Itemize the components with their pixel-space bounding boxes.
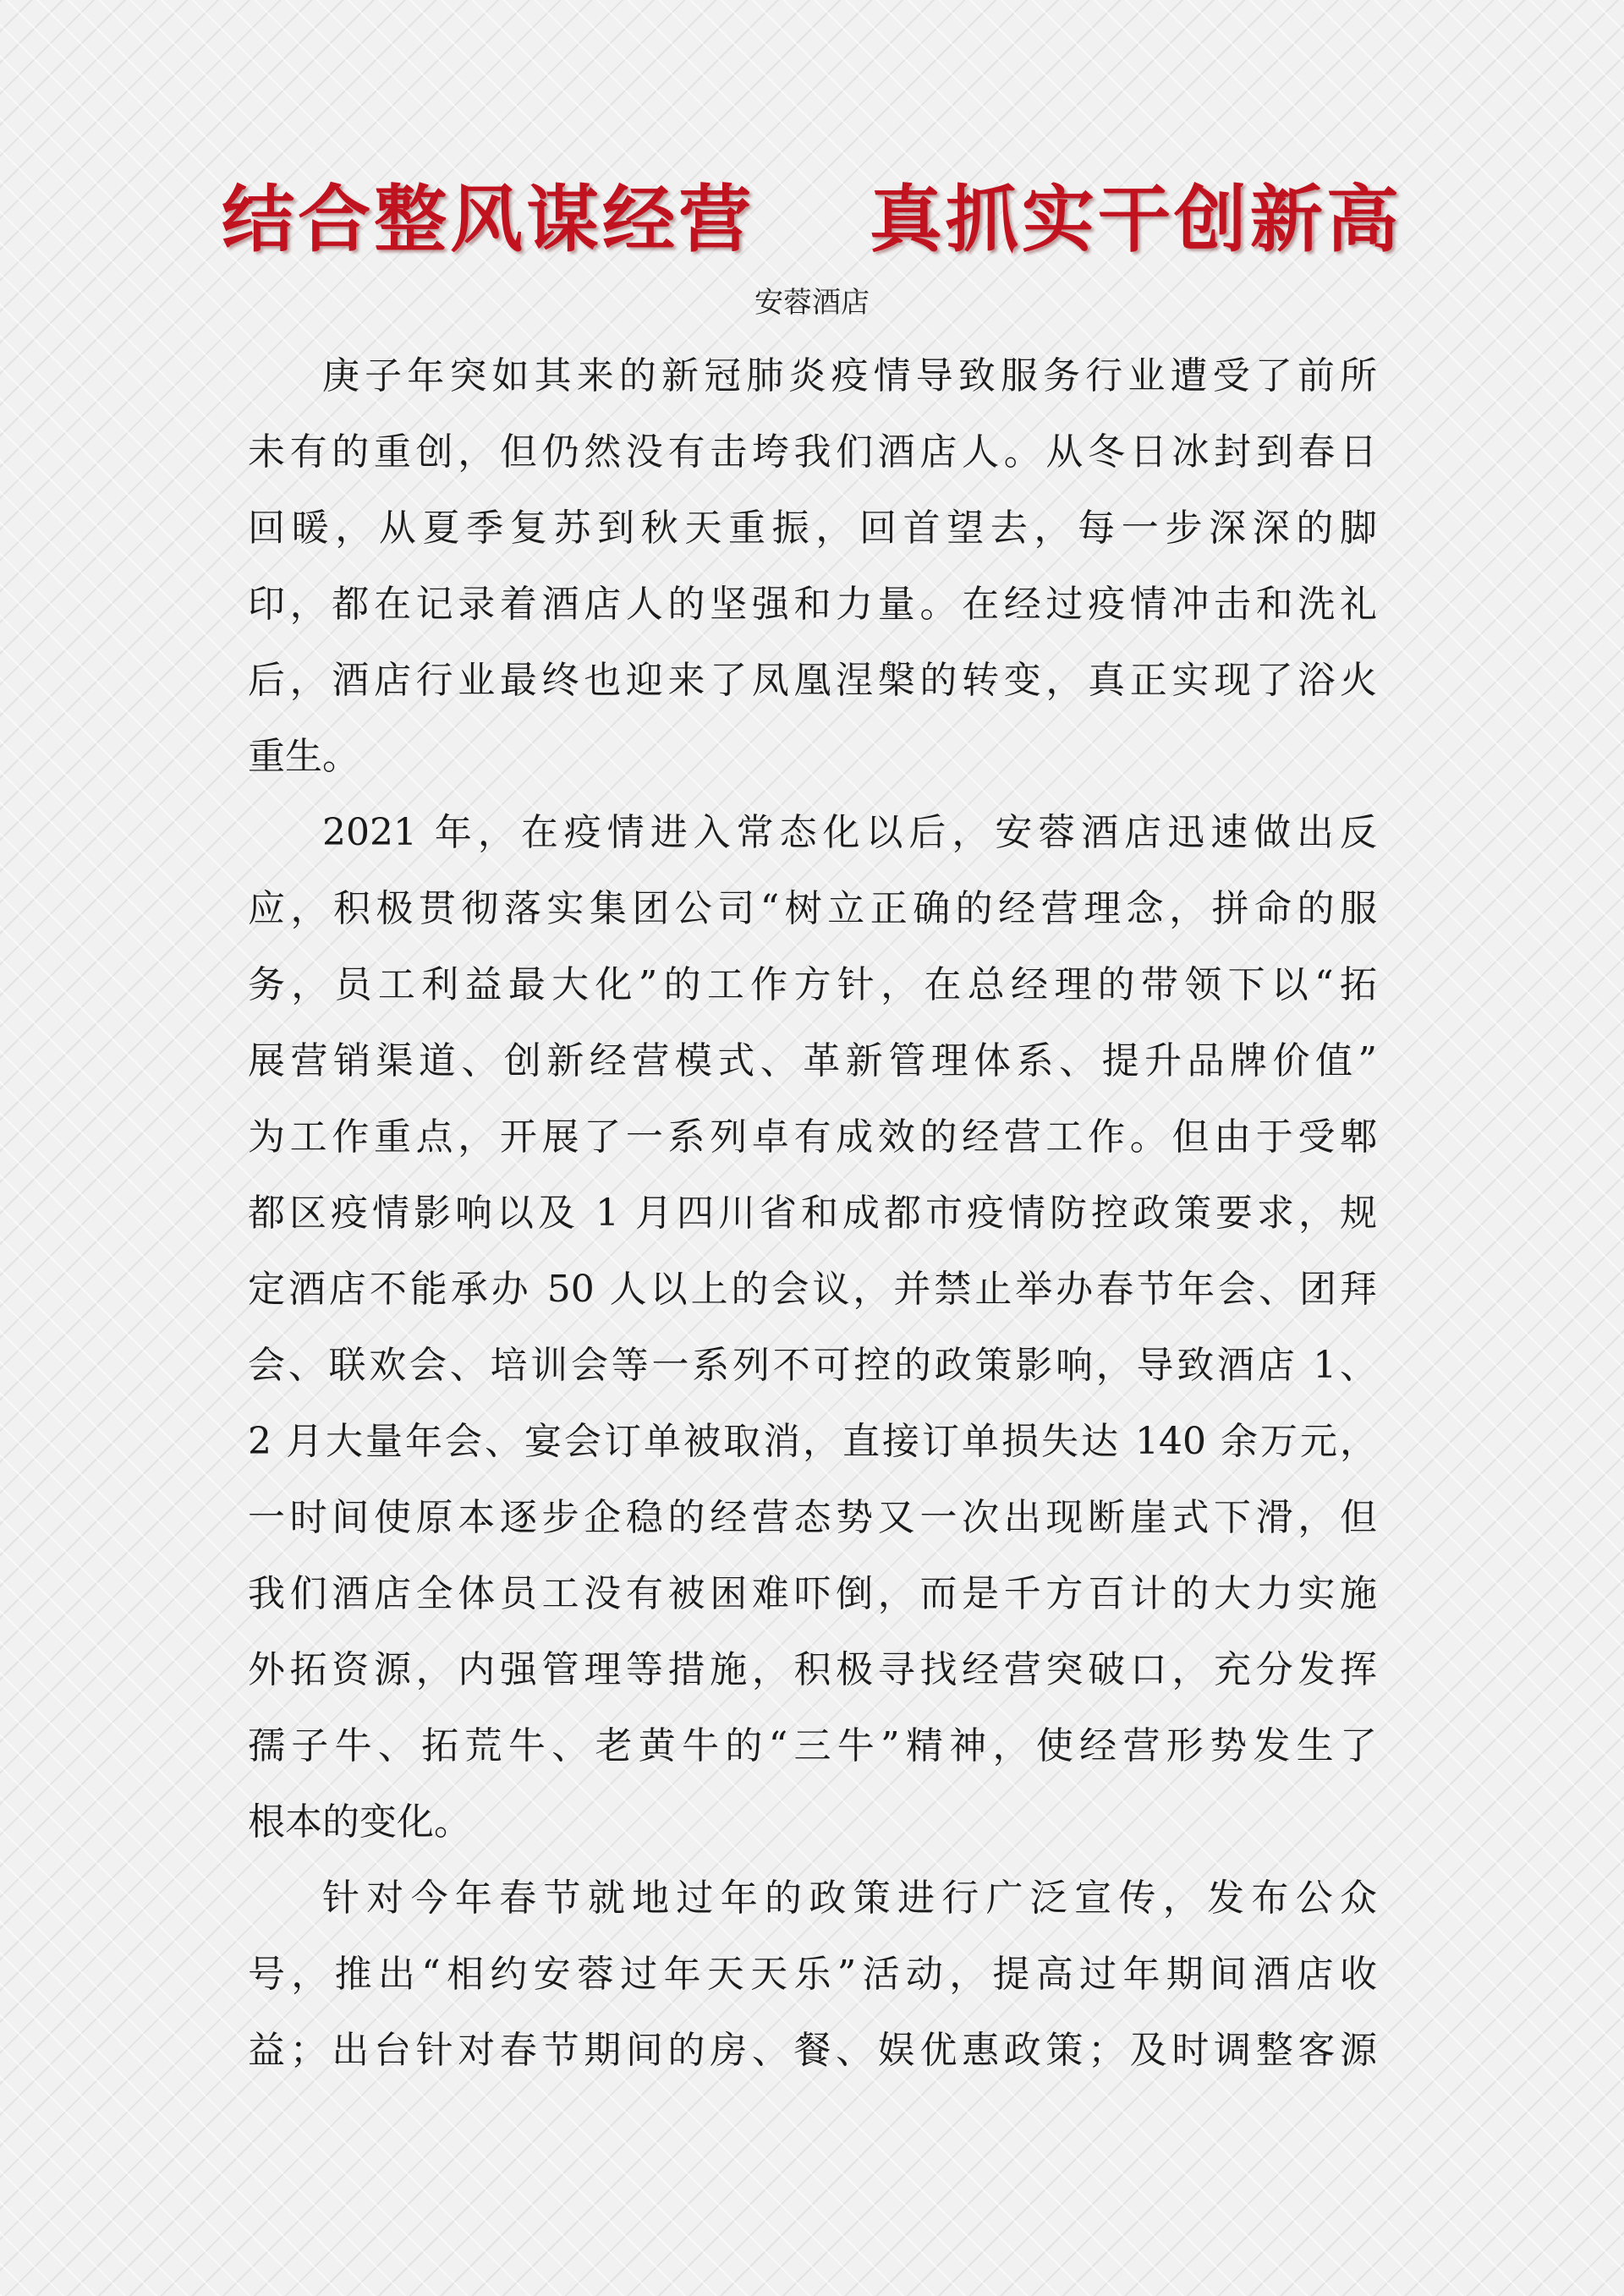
body-line: 会、联欢会、培训会等一系列不可控的政策影响，导致酒店 1、: [248, 1344, 1377, 1387]
body-line: 重生。: [248, 735, 359, 778]
body-line: 为工作重点，开展了一系列卓有成效的经营工作。但由于受郫: [248, 1115, 1377, 1159]
body-line: 孺子牛、拓荒牛、老黄牛的“三牛”精神，使经营形势发生了: [248, 1724, 1377, 1767]
body-line: 都区疫情影响以及 1 月四川省和成都市疫情防控政策要求，规: [248, 1192, 1377, 1235]
body-line: 后，酒店行业最终也迎来了凤凰涅槃的转变，真正实现了浴火: [248, 659, 1377, 702]
body-line: 未有的重创，但仍然没有击垮我们酒店人。从冬日冰封到春日: [248, 430, 1377, 474]
body-line: 我们酒店全体员工没有被困难吓倒，而是千方百计的大力实施: [248, 1572, 1377, 1615]
body-line: 一时间使原本逐步企稳的经营态势又一次出现断崖式下滑，但: [248, 1496, 1377, 1539]
body-line: 2021 年，在疫情进入常态化以后，安蓉酒店迅速做出反: [322, 811, 1377, 854]
body-line: 务，员工利益最大化”的工作方针，在总经理的带领下以“拓: [248, 963, 1377, 1006]
body-line: 展营销渠道、创新经营模式、革新管理体系、提升品牌价值”: [248, 1039, 1377, 1082]
body-line: 应，积极贯彻落实集团公司“树立正确的经营理念，拼命的服: [248, 887, 1377, 930]
body-line: 外拓资源，内强管理等措施，积极寻找经营突破口，充分发挥: [248, 1648, 1377, 1691]
body-line: 庚子年突如其来的新冠肺炎疫情导致服务行业遭受了前所: [322, 354, 1377, 397]
document-body: [248, 338, 1377, 2089]
body-line: 根本的变化。: [248, 1800, 471, 1844]
body-line: 回暖，从夏季复苏到秋天重振，回首望去，每一步深深的脚: [248, 507, 1377, 550]
body-line: 益；出台针对春节期间的房、餐、娱优惠政策；及时调整客源: [248, 2029, 1377, 2072]
body-line: 定酒店不能承办 50 人以上的会议，并禁止举办春节年会、团拜: [248, 1268, 1377, 1311]
body-line: 针对今年春节就地过年的政策进行广泛宣传，发布公众: [322, 1877, 1377, 1920]
body-line: 号，推出“相约安蓉过年天天乐”活动，提高过年期间酒店收: [248, 1953, 1377, 1996]
document-title: 结合整风谋经营 真抓实干创新高: [222, 178, 1402, 262]
document-author: 安蓉酒店: [754, 286, 870, 320]
body-line: 2 月大量年会、宴会订单被取消，直接订单损失达 140 余万元，: [248, 1420, 1377, 1463]
body-line: 印，都在记录着酒店人的坚强和力量。在经过疫情冲击和洗礼: [248, 583, 1377, 626]
